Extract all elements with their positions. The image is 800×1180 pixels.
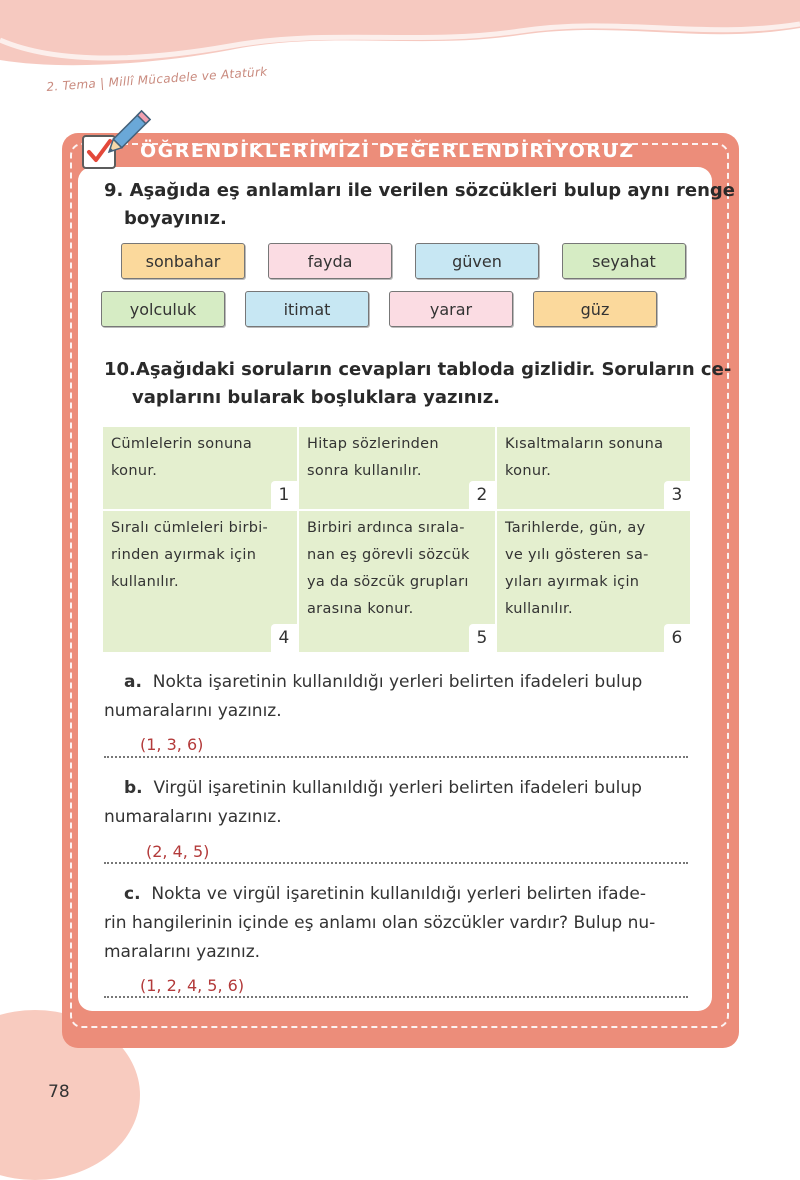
cell-number: 5 bbox=[469, 624, 495, 652]
word-box-seyahat[interactable]: seyahat bbox=[562, 243, 686, 279]
cell-text-line: arasına konur. bbox=[307, 601, 414, 617]
word-box-fayda[interactable]: fayda bbox=[268, 243, 392, 279]
sub-question-text: Virgül işaretinin kullanıldığı yerleri belirten ifadeleri bulup bbox=[153, 778, 642, 798]
cell-text-line: yıları ayırmak için bbox=[505, 574, 640, 590]
question-10-line2: vaplarını bularak boşluklara yazınız. bbox=[132, 387, 501, 408]
table-cell-1 bbox=[103, 427, 297, 509]
table-cell-5 bbox=[299, 511, 495, 652]
cell-text-line: kullanılır. bbox=[111, 574, 179, 590]
sub-question-text: Nokta ve virgül işaretinin kullanıldığı yerleri belirten ifade- bbox=[151, 884, 646, 904]
sub-question-b-line2: numaralarını yazınız. bbox=[104, 807, 282, 827]
theme-label: 2. Tema | Millî Mücadele ve Atatürk bbox=[46, 64, 268, 94]
sub-question-text: Nokta işaretinin kullanıldığı yerleri belirten ifadeleri bulup bbox=[152, 672, 643, 692]
cell-number: 2 bbox=[469, 481, 495, 509]
sub-question-c-line1 bbox=[124, 880, 688, 909]
cell-text-line: Hitap sözlerinden bbox=[307, 436, 439, 452]
cell-number: 3 bbox=[664, 481, 690, 509]
cell-text-line: ve yılı gösteren sa- bbox=[505, 547, 649, 563]
sub-question-a-line1 bbox=[124, 668, 688, 697]
word-box-yolculuk[interactable]: yolculuk bbox=[101, 291, 225, 327]
word-box-guz[interactable]: güz bbox=[533, 291, 657, 327]
cell-number: 1 bbox=[271, 481, 297, 509]
sub-question-c-line3: maralarını yazınız. bbox=[104, 942, 261, 962]
word-box-yarar[interactable]: yarar bbox=[389, 291, 513, 327]
word-box-sonbahar[interactable]: sonbahar bbox=[121, 243, 245, 279]
answer-line-a[interactable] bbox=[104, 756, 688, 758]
answer-line-b[interactable] bbox=[104, 862, 688, 864]
cell-text-line: Tarihlerde, gün, ay bbox=[505, 520, 646, 536]
cell-text-line: nan eş görevli sözcük bbox=[307, 547, 470, 563]
table-cell-3 bbox=[497, 427, 690, 509]
cell-text-line: Cümlelerin sonuna bbox=[111, 436, 253, 452]
sub-question-b-line1 bbox=[124, 774, 688, 803]
question-10-line1: 10.Aşağıdaki soruların cevapları tabloda gizlidir. Soruların ce- bbox=[104, 359, 732, 380]
sub-question-a-line2: numaralarını yazınız. bbox=[104, 701, 282, 721]
cell-text-line: Sıralı cümleleri birbi- bbox=[111, 520, 269, 536]
question-9-line2: boyayınız. bbox=[124, 208, 227, 229]
sub-question-label: b. bbox=[124, 778, 143, 798]
cell-text-line: kullanılır. bbox=[505, 601, 573, 617]
table-cell-6 bbox=[497, 511, 690, 652]
answer-a: (1, 3, 6) bbox=[140, 735, 204, 754]
cell-text-line: Kısaltmaların sonuna bbox=[505, 436, 664, 452]
cell-text-line: konur. bbox=[111, 463, 158, 479]
answer-line-c[interactable] bbox=[104, 996, 688, 998]
cell-number: 4 bbox=[271, 624, 297, 652]
table-cell-2 bbox=[299, 427, 495, 509]
word-box-itimat[interactable]: itimat bbox=[245, 291, 369, 327]
answer-c: (1, 2, 4, 5, 6) bbox=[140, 976, 245, 995]
page-number: 78 bbox=[48, 1082, 70, 1102]
word-box-guven[interactable]: güven bbox=[415, 243, 539, 279]
table-cell-4 bbox=[103, 511, 297, 652]
question-9-line1: 9. Aşağıda eş anlamları ile verilen sözcükleri bulup aynı renge bbox=[104, 180, 735, 201]
cell-text-line: sonra kullanılır. bbox=[307, 463, 422, 479]
cell-text-line: konur. bbox=[505, 463, 552, 479]
section-title: ÖĞRENDİKLERİMİZİ DEĞERLENDİRİYORUZ bbox=[140, 140, 635, 162]
cell-text-line: rinden ayırmak için bbox=[111, 547, 257, 563]
sub-question-label: a. bbox=[124, 672, 142, 692]
sub-question-label: c. bbox=[124, 884, 141, 904]
sub-question-c-line2: rin hangilerinin içinde eş anlamı olan sözcükler vardır? Bulup nu- bbox=[104, 913, 656, 933]
cell-text-line: ya da sözcük grupları bbox=[307, 574, 469, 590]
cell-text-line: Birbiri ardınca sırala- bbox=[307, 520, 465, 536]
cell-number: 6 bbox=[664, 624, 690, 652]
answer-b: (2, 4, 5) bbox=[146, 842, 210, 861]
